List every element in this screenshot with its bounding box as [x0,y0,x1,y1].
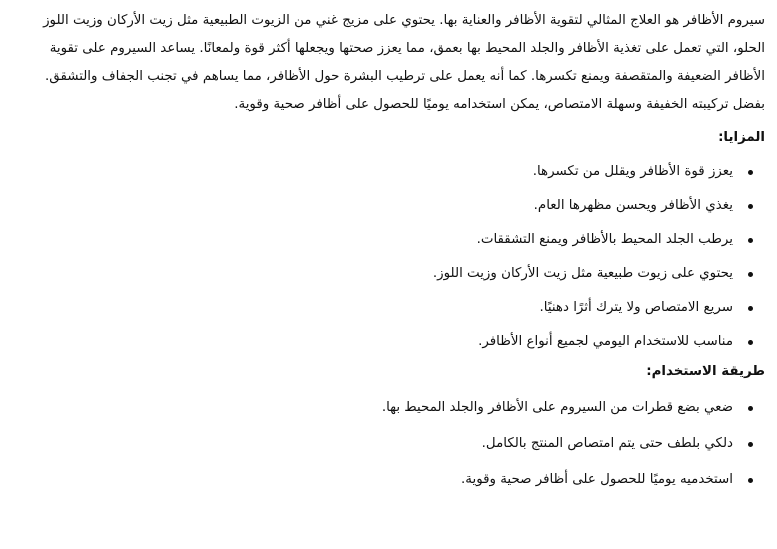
bullet-icon [748,238,753,243]
benefits-heading: المزايا: [718,130,765,145]
list-item [10,263,733,285]
list-item-text: يحتوي على زيوت طبيعية مثل زيت الأركان وزيت اللوز. [432,266,733,281]
intro-paragraph: سيروم الأظافر هو العلاج المثالي لتقوية الأظافر والعناية بها. يحتوي على مزيج غني من الزيوت الطبيعية مثل زيت الأركان وزيت اللوز الحلو، التي تعمل على تغذية الأظافر والجلد المحيط بها بعمق، مما يعزز صحتها ويجعلها أكثر قوة ولمعانًا. يساعد السيروم على تقوية الأظافر الضعيفة والمتقصفة ويمنع تكسرها. كما أنه يعمل على ترطيب البشرة حول الأظافر، مما يساهم في تجنب الجفاف والتشقق. بفضل تركيبته الخفيفة وسهلة الامتصاص، يمكن استخدامه يوميًا للحصول على أظافر صحية وقوية. [43,13,765,112]
bullet-icon [748,204,753,209]
usage-list [10,397,765,491]
bullet-icon [748,306,753,311]
usage-heading: طريقة الاستخدام: [646,364,765,379]
list-item-text: دلكي بلطف حتى يتم امتصاص المنتج بالكامل. [481,436,733,451]
bullet-icon [748,406,753,411]
list-item-text: مناسب للاستخدام اليومي لجميع أنواع الأظافر. [478,334,733,349]
list-item [10,331,733,353]
list-item-text: استخدميه يوميًا للحصول على أظافر صحية وقوية. [461,472,733,487]
list-item-text: يغذي الأظافر ويحسن مظهرها العام. [533,198,733,213]
bullet-icon [748,442,753,447]
list-item-text: سريع الامتصاص ولا يترك أثرًا دهنيًا. [539,300,733,315]
list-item-text: يعزز قوة الأظافر ويقلل من تكسرها. [532,164,733,179]
list-item [10,195,733,217]
list-item [10,229,733,251]
bullet-icon [748,272,753,277]
list-item-text: ضعي بضع قطرات من السيروم على الأظافر والجلد المحيط بها. [381,400,733,415]
list-item-text: يرطب الجلد المحيط بالأظافر ويمنع التشققات. [476,232,733,247]
list-item [10,469,733,491]
list-item [10,297,733,319]
benefits-list [10,161,765,353]
bullet-icon [748,170,753,175]
list-item [10,397,733,419]
list-item [10,161,733,183]
list-item [10,433,733,455]
bullet-icon [748,340,753,345]
bullet-icon [748,478,753,483]
